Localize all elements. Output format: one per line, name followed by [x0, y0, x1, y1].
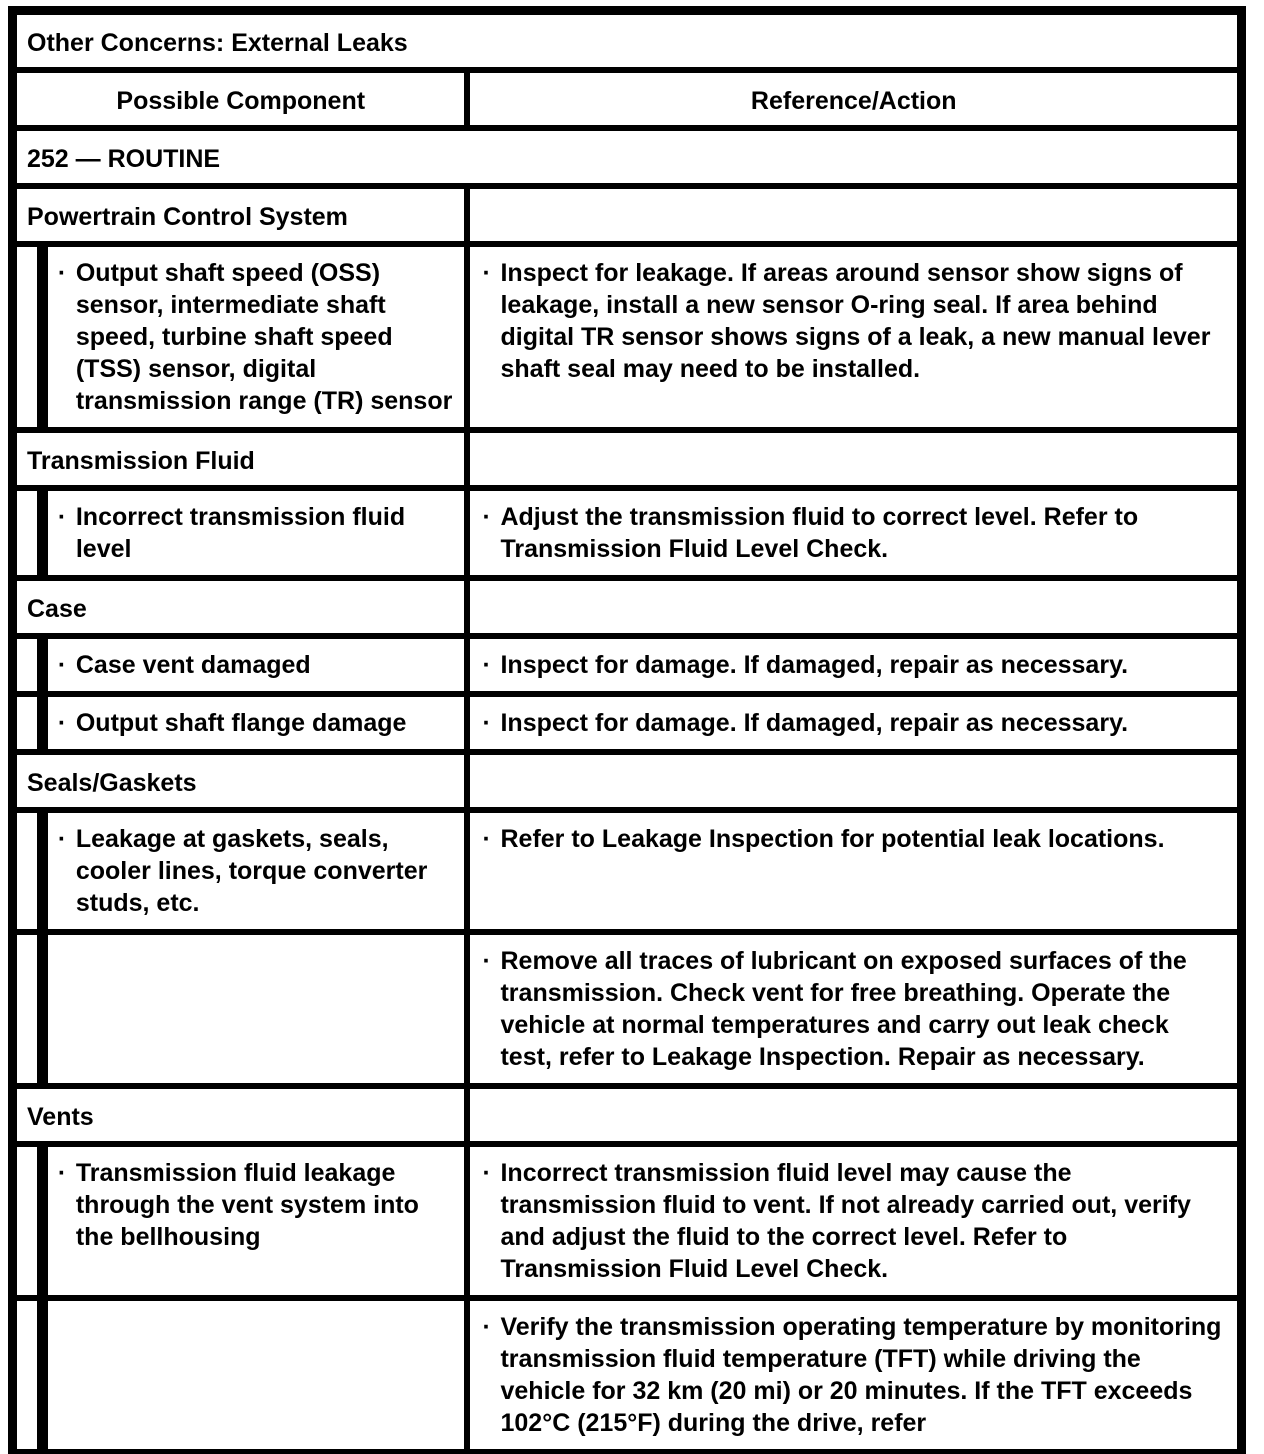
bullet-icon: ·: [482, 503, 491, 531]
bullet-icon: ·: [57, 651, 67, 679]
indent-gutter: [14, 1298, 45, 1452]
table-row: [14, 488, 1240, 578]
action-cell: [467, 636, 1240, 694]
action-cell: [467, 932, 1240, 1086]
component-cell: [45, 810, 468, 932]
bullet-icon: ·: [57, 259, 67, 287]
action-text: Adjust the transmission fluid to correct level. Refer to Transmission Fluid Level Check.: [500, 503, 1139, 563]
section-title: Transmission Fluid: [14, 430, 467, 488]
indent-gutter: [14, 694, 45, 752]
component-text: Transmission fluid leakage through the vent system into the bellhousing: [75, 1159, 419, 1251]
table-row: [14, 1298, 1240, 1452]
action-text: Refer to Leakage Inspection for potential leak locations.: [500, 825, 1165, 853]
action-cell: [467, 1298, 1240, 1452]
header-reference-action: Reference/Action: [467, 70, 1240, 128]
bullet-icon: ·: [482, 1313, 491, 1341]
action-text: Verify the transmission operating temperature by monitoring transmission fluid temperature (TFT) while driving the vehicle for 32 km (20 mi) or 20 minutes. If the TFT exceeds 102°C (215°F) during the drive, refer: [500, 1313, 1222, 1437]
component-text: Case vent damaged: [75, 651, 311, 679]
indent-gutter: [14, 810, 45, 932]
table-row: [14, 1144, 1240, 1298]
action-cell: [467, 488, 1240, 578]
bullet-icon: ·: [482, 947, 491, 975]
bullet-icon: ·: [482, 1159, 491, 1187]
component-cell: [45, 1298, 468, 1452]
bullet-icon: ·: [57, 825, 67, 853]
bullet-icon: ·: [57, 1159, 67, 1187]
section-row: [14, 752, 1240, 810]
component-text: Leakage at gaskets, seals, cooler lines, torque converter studs, etc.: [75, 825, 428, 917]
header-possible-component: Possible Component: [14, 70, 467, 128]
indent-gutter: [14, 636, 45, 694]
action-text: Incorrect transmission fluid level may cause the transmission fluid to vent. If not already carried out, verify and adjust the fluid to the correct level. Refer to Transmission Fluid Level Check.: [500, 1159, 1191, 1283]
section-row: [14, 430, 1240, 488]
component-text: Incorrect transmission fluid level: [75, 503, 406, 563]
bullet-icon: ·: [57, 503, 67, 531]
section-action-empty: [467, 186, 1240, 244]
action-cell: [467, 694, 1240, 752]
component-cell: [45, 932, 468, 1086]
action-cell: [467, 1144, 1240, 1298]
bullet-icon: ·: [482, 259, 491, 287]
section-title: Case: [14, 578, 467, 636]
section-title: Seals/Gaskets: [14, 752, 467, 810]
indent-gutter: [14, 1144, 45, 1298]
bullet-icon: ·: [482, 651, 491, 679]
section-title: Powertrain Control System: [14, 186, 467, 244]
section-title: Vents: [14, 1086, 467, 1144]
component-cell: [45, 1144, 468, 1298]
section-action-empty: [467, 430, 1240, 488]
bullet-icon: ·: [482, 709, 491, 737]
section-row: [14, 578, 1240, 636]
table-row: [14, 636, 1240, 694]
table-row: [14, 932, 1240, 1086]
component-cell: [45, 488, 468, 578]
action-cell: [467, 810, 1240, 932]
component-cell: [45, 636, 468, 694]
action-text: Remove all traces of lubricant on exposed surfaces of the transmission. Check vent for free breathing. Operate the vehicle at normal temperatures and carry out leak check test, refer to Leakage Inspection. Repair as necessary.: [500, 947, 1187, 1071]
section-action-empty: [467, 578, 1240, 636]
indent-gutter: [14, 244, 45, 430]
action-text: Inspect for leakage. If areas around sensor show signs of leakage, install a new sensor O-ring seal. If area behind digital TR sensor shows signs of a leak, a new manual lever shaft seal may need to be installed.: [500, 259, 1211, 383]
indent-gutter: [14, 488, 45, 578]
bullet-icon: ·: [482, 825, 491, 853]
section-row: [14, 186, 1240, 244]
section-row: [14, 1086, 1240, 1144]
table-title: Other Concerns: External Leaks: [14, 12, 1240, 70]
indent-gutter: [14, 932, 45, 1086]
table-row: [14, 810, 1240, 932]
routine-label: 252 — ROUTINE: [14, 128, 1240, 186]
external-leaks-table: [14, 12, 1240, 1452]
action-text: Inspect for damage. If damaged, repair as necessary.: [500, 709, 1129, 737]
table-row: [14, 694, 1240, 752]
component-text: Output shaft flange damage: [75, 709, 407, 737]
component-text: Output shaft speed (OSS) sensor, intermediate shaft speed, turbine shaft speed (TSS) sensor, digital transmission range (TR) sensor: [75, 259, 453, 415]
section-action-empty: [467, 752, 1240, 810]
bullet-icon: ·: [57, 709, 67, 737]
component-cell: [45, 244, 468, 430]
action-text: Inspect for damage. If damaged, repair as necessary.: [500, 651, 1129, 679]
table-row: [14, 244, 1240, 430]
component-cell: [45, 694, 468, 752]
section-action-empty: [467, 1086, 1240, 1144]
action-cell: [467, 244, 1240, 430]
